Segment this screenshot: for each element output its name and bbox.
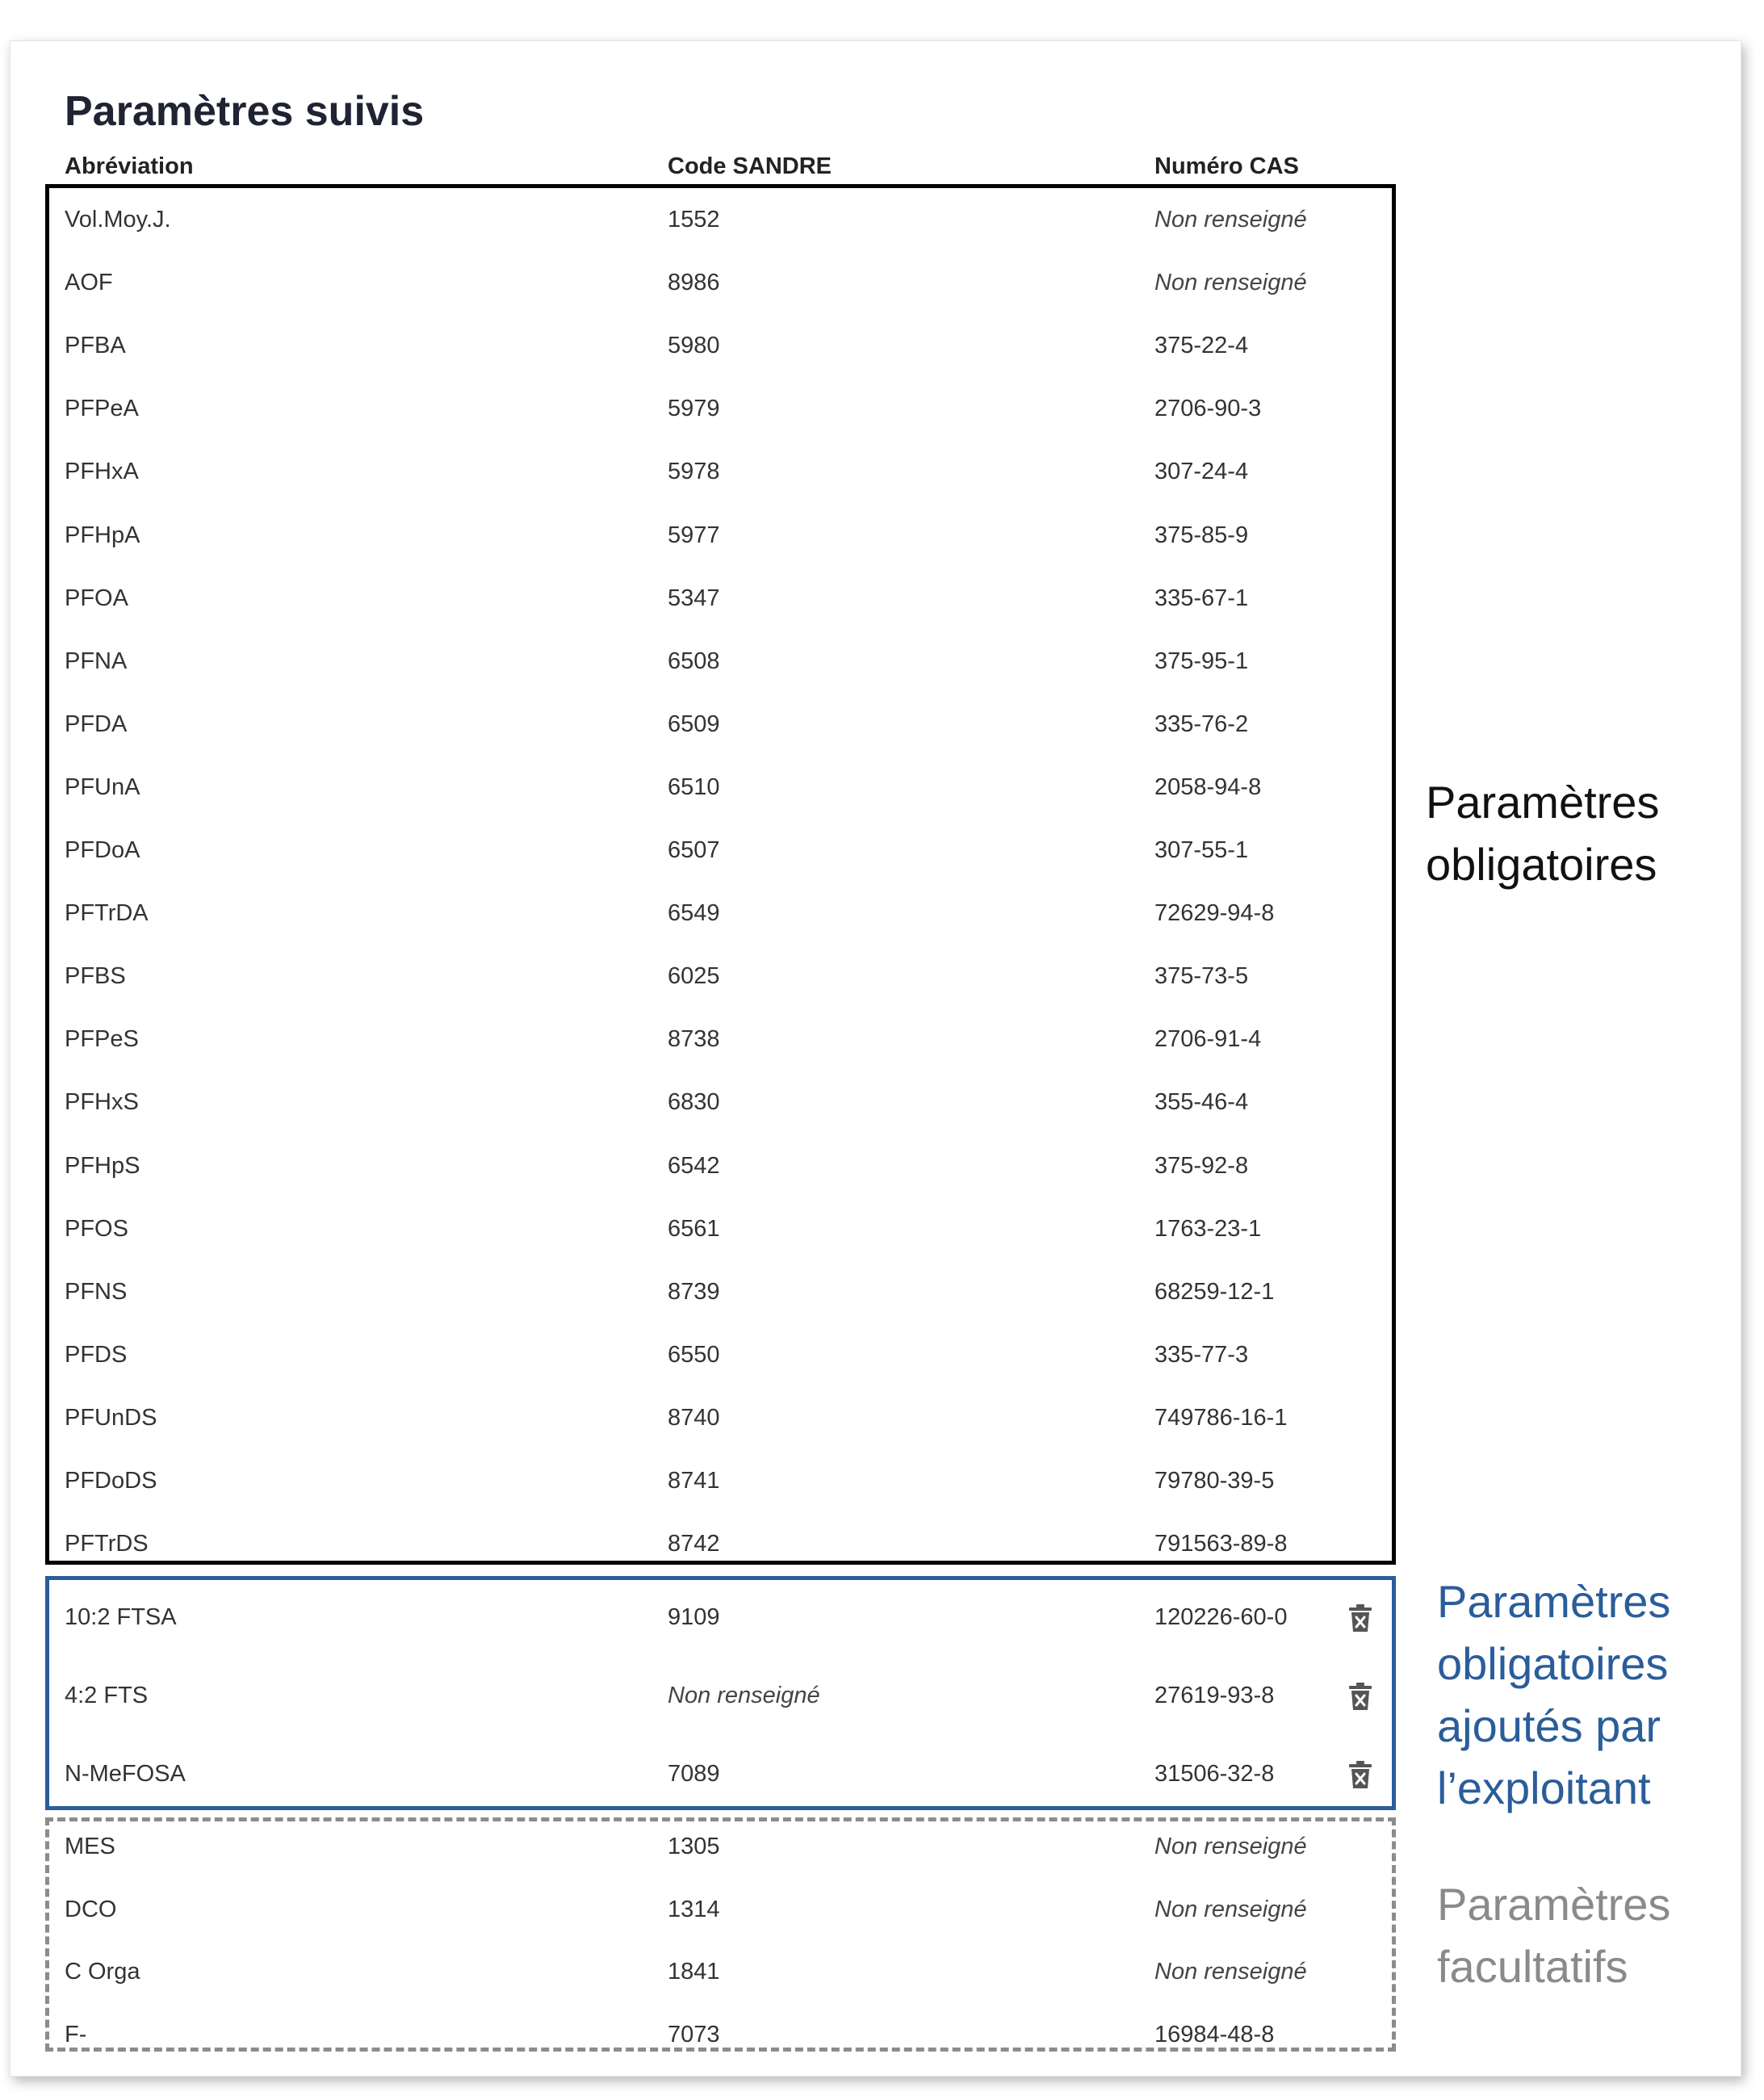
cell-cas-number: 375-92-8 xyxy=(1154,1153,1249,1179)
cell-sandre-code: Non renseigné xyxy=(668,1683,820,1708)
cell-abbreviation: PFTrDS xyxy=(65,1531,149,1557)
legend-optional xyxy=(1437,1873,1744,1997)
cell-abbreviation: PFUnDS xyxy=(65,1405,157,1431)
table-row xyxy=(65,1597,1372,1637)
column-header-sandre: Code SANDRE xyxy=(668,153,832,179)
legend-mandatory-line: obligatoires xyxy=(1426,839,1657,890)
cell-abbreviation: N-MeFOSA xyxy=(65,1761,186,1787)
cell-cas-number: Non renseigné xyxy=(1154,207,1307,233)
cell-sandre-code: 6830 xyxy=(668,1089,720,1115)
cell-abbreviation: PFOS xyxy=(65,1216,128,1242)
cell-abbreviation: PFPeS xyxy=(65,1026,139,1052)
cell-abbreviation: PFHxS xyxy=(65,1089,139,1115)
cell-abbreviation: PFHpS xyxy=(65,1153,140,1179)
cell-cas-number: 72629-94-8 xyxy=(1154,900,1275,926)
trash-icon[interactable] xyxy=(1348,1682,1372,1711)
table-row xyxy=(65,1398,1372,1438)
legend-added-line: ajoutés par xyxy=(1437,1700,1661,1751)
cell-cas-number: 16984-48-8 xyxy=(1154,2022,1275,2048)
table-row xyxy=(65,1675,1372,1716)
cell-sandre-code: 1305 xyxy=(668,1834,720,1859)
column-header-cas: Numéro CAS xyxy=(1154,153,1299,179)
cell-cas-number: 791563-89-8 xyxy=(1154,1531,1288,1557)
cell-cas-number: 375-85-9 xyxy=(1154,522,1249,548)
cell-sandre-code: 6510 xyxy=(668,774,720,800)
cell-cas-number: 2058-94-8 xyxy=(1154,774,1262,800)
cell-cas-number: 335-76-2 xyxy=(1154,711,1249,737)
cell-sandre-code: 5978 xyxy=(668,459,720,484)
cell-sandre-code: 8738 xyxy=(668,1026,720,1052)
legend-mandatory xyxy=(1426,771,1733,895)
cell-abbreviation: F- xyxy=(65,2022,87,2048)
cell-abbreviation: PFTrDA xyxy=(65,900,149,926)
table-row xyxy=(65,1272,1372,1312)
table-row xyxy=(65,1826,1372,1867)
legend-added-line: Paramètres xyxy=(1437,1576,1671,1627)
table-row xyxy=(65,578,1372,618)
table-row xyxy=(65,1335,1372,1375)
cell-cas-number: Non renseigné xyxy=(1154,1959,1307,1985)
cell-cas-number: 375-95-1 xyxy=(1154,648,1249,674)
cell-sandre-code: 5980 xyxy=(668,333,720,358)
cell-abbreviation: PFUnA xyxy=(65,774,140,800)
table-row xyxy=(65,262,1372,303)
cell-abbreviation: PFDoA xyxy=(65,837,140,863)
table-row xyxy=(65,1951,1372,1992)
cell-abbreviation: PFDA xyxy=(65,711,128,737)
cell-cas-number: 79780-39-5 xyxy=(1154,1468,1275,1494)
cell-abbreviation: Vol.Moy.J. xyxy=(65,207,171,233)
cell-cas-number: 2706-90-3 xyxy=(1154,396,1262,421)
cell-cas-number: 307-55-1 xyxy=(1154,837,1249,863)
cell-abbreviation: PFHpA xyxy=(65,522,140,548)
cell-cas-number: 2706-91-4 xyxy=(1154,1026,1262,1052)
legend-added-line: obligatoires xyxy=(1437,1638,1669,1689)
cell-abbreviation: DCO xyxy=(65,1897,117,1922)
cell-abbreviation: PFBS xyxy=(65,963,126,989)
cell-sandre-code: 1552 xyxy=(668,207,720,233)
cell-cas-number: Non renseigné xyxy=(1154,1897,1307,1922)
cell-cas-number: 27619-93-8 xyxy=(1154,1683,1275,1708)
cell-abbreviation: 4:2 FTS xyxy=(65,1683,149,1708)
cell-cas-number: Non renseigné xyxy=(1154,1834,1307,1859)
cell-cas-number: 307-24-4 xyxy=(1154,459,1249,484)
cell-sandre-code: 6509 xyxy=(668,711,720,737)
table-row xyxy=(65,1209,1372,1249)
cell-abbreviation: PFNA xyxy=(65,648,128,674)
trash-icon[interactable] xyxy=(1348,1603,1372,1633)
legend-added-line: l’exploitant xyxy=(1437,1763,1651,1813)
cell-sandre-code: 5979 xyxy=(668,396,720,421)
page-title: Paramètres suivis xyxy=(65,88,425,135)
cell-cas-number: 120226-60-0 xyxy=(1154,1604,1288,1630)
legend-mandatory-line: Paramètres xyxy=(1426,777,1660,828)
cell-cas-number: 335-77-3 xyxy=(1154,1342,1249,1368)
legend-added xyxy=(1437,1570,1744,1819)
cell-abbreviation: PFHxA xyxy=(65,459,139,484)
legend-optional-line: Paramètres xyxy=(1437,1879,1671,1930)
table-row xyxy=(65,1146,1372,1186)
cell-abbreviation: PFOA xyxy=(65,585,128,611)
cell-sandre-code: 8739 xyxy=(668,1279,720,1305)
cell-cas-number: 375-73-5 xyxy=(1154,963,1249,989)
cell-abbreviation: MES xyxy=(65,1834,115,1859)
cell-sandre-code: 1314 xyxy=(668,1897,720,1922)
cell-cas-number: 1763-23-1 xyxy=(1154,1216,1262,1242)
cell-sandre-code: 6550 xyxy=(668,1342,720,1368)
cell-sandre-code: 6542 xyxy=(668,1153,720,1179)
table-row xyxy=(65,388,1372,429)
cell-sandre-code: 6561 xyxy=(668,1216,720,1242)
table-row xyxy=(65,704,1372,744)
cell-cas-number: 335-67-1 xyxy=(1154,585,1249,611)
table-row xyxy=(65,515,1372,555)
cell-abbreviation: PFDoDS xyxy=(65,1468,157,1494)
table-row xyxy=(65,1082,1372,1122)
column-header-abbreviation: Abréviation xyxy=(65,153,194,179)
table-row xyxy=(65,1754,1372,1794)
cell-sandre-code: 8742 xyxy=(668,1531,720,1557)
table-row xyxy=(65,1524,1372,1564)
cell-sandre-code: 6025 xyxy=(668,963,720,989)
table-row xyxy=(65,767,1372,807)
cell-abbreviation: 10:2 FTSA xyxy=(65,1604,177,1630)
table-row xyxy=(65,830,1372,870)
cell-sandre-code: 8740 xyxy=(668,1405,720,1431)
cell-sandre-code: 8741 xyxy=(668,1468,720,1494)
cell-abbreviation: PFDS xyxy=(65,1342,128,1368)
cell-sandre-code: 9109 xyxy=(668,1604,720,1630)
cell-sandre-code: 5977 xyxy=(668,522,720,548)
cell-sandre-code: 8986 xyxy=(668,270,720,296)
cell-sandre-code: 1841 xyxy=(668,1959,720,1985)
table-row xyxy=(65,451,1372,492)
table-row xyxy=(65,1019,1372,1059)
cell-cas-number: 68259-12-1 xyxy=(1154,1279,1275,1305)
cell-abbreviation: PFBA xyxy=(65,333,126,358)
table-row xyxy=(65,199,1372,240)
trash-icon[interactable] xyxy=(1348,1760,1372,1789)
cell-sandre-code: 7089 xyxy=(668,1761,720,1787)
cell-abbreviation: C Orga xyxy=(65,1959,140,1985)
cell-sandre-code: 6507 xyxy=(668,837,720,863)
cell-cas-number: 749786-16-1 xyxy=(1154,1405,1288,1431)
cell-sandre-code: 6508 xyxy=(668,648,720,674)
cell-cas-number: 31506-32-8 xyxy=(1154,1761,1275,1787)
table-row xyxy=(65,641,1372,681)
cell-cas-number: 375-22-4 xyxy=(1154,333,1249,358)
cell-cas-number: 355-46-4 xyxy=(1154,1089,1249,1115)
cell-sandre-code: 7073 xyxy=(668,2022,720,2048)
cell-cas-number: Non renseigné xyxy=(1154,270,1307,296)
legend-optional-line: facultatifs xyxy=(1437,1941,1628,1992)
table-row xyxy=(65,1889,1372,1930)
cell-sandre-code: 6549 xyxy=(668,900,720,926)
table-row xyxy=(65,1461,1372,1501)
cell-abbreviation: PFPeA xyxy=(65,396,139,421)
cell-abbreviation: PFNS xyxy=(65,1279,128,1305)
table-row xyxy=(65,2014,1372,2055)
table-row xyxy=(65,956,1372,996)
cell-sandre-code: 5347 xyxy=(668,585,720,611)
table-row xyxy=(65,893,1372,933)
cell-abbreviation: AOF xyxy=(65,270,113,296)
table-row xyxy=(65,325,1372,366)
